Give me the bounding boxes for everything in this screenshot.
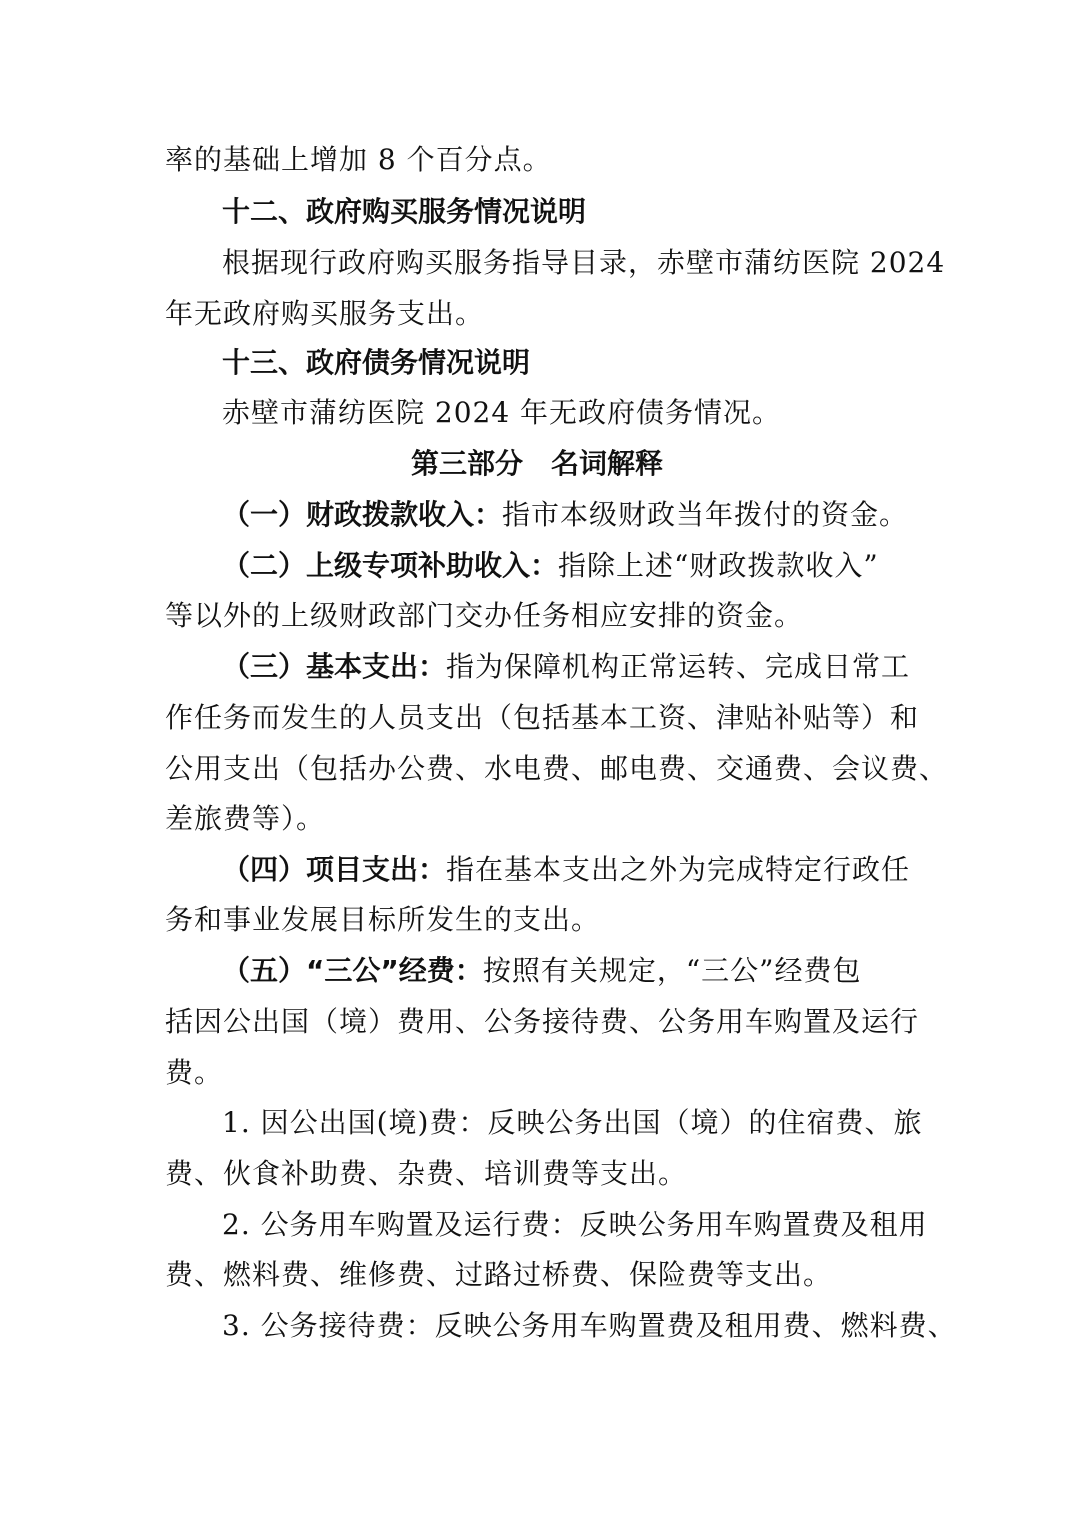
definition-item-2 <box>222 546 915 586</box>
paragraph-line: 率的基础上增加 8 个百分点。 <box>165 143 552 176</box>
paragraph-line: 公用支出（包括办公费、水电费、邮电费、交通费、会议费、 <box>165 752 949 785</box>
definition-item-4 <box>222 850 915 890</box>
definition-term: （二）上级专项补助收入： <box>222 549 559 582</box>
definition-term: （五）“三公”经费： <box>222 954 483 987</box>
paragraph-line: 括因公出国（境）费用、公务接待费、公务用车购置及运行 <box>165 1005 920 1038</box>
paragraph-line: 务和事业发展目标所发生的支出。 <box>165 903 601 936</box>
definition-text: 指市本级财政当年拨付的资金。 <box>502 498 909 531</box>
part-title: 第三部分 名词解释 <box>410 447 663 480</box>
definition-term: （一）财政拨款收入： <box>222 498 503 531</box>
paragraph-line: 费、伙食补助费、杂费、培训费等支出。 <box>165 1157 688 1190</box>
paragraph-line: 差旅费等）。 <box>165 802 326 835</box>
definition-term: （三）基本支出： <box>222 650 447 683</box>
section-heading-12: 十二、政府购买服务情况说明 <box>222 195 587 228</box>
paragraph-line: 费、燃料费、维修费、过路过桥费、保险费等支出。 <box>165 1258 833 1291</box>
definition-text: 指在基本支出之外为完成特定行政任 <box>446 853 911 886</box>
definition-text: 按照有关规定，“三公”经费包 <box>482 954 862 987</box>
definition-text: 指为保障机构正常运转、完成日常工 <box>446 650 911 683</box>
paragraph-line: 1. 因公出国(境)费：反映公务出国（境）的住宿费、旅 <box>222 1106 923 1139</box>
definition-item-1 <box>222 495 915 535</box>
paragraph-line: 3. 公务接待费：反映公务用车购置费及租用费、燃料费、 <box>222 1309 957 1342</box>
paragraph-line: 等以外的上级财政部门交办任务相应安排的资金。 <box>165 599 804 632</box>
definition-text: 指除上述“财政拨款收入” <box>558 549 879 582</box>
definition-item-3 <box>222 647 915 687</box>
paragraph-line: 年无政府购买服务支出。 <box>165 297 485 330</box>
paragraph-line: 作任务而发生的人员支出（包括基本工资、津贴补贴等）和 <box>165 701 920 734</box>
paragraph-line: 费。 <box>165 1056 224 1089</box>
paragraph-line: 根据现行政府购买服务指导目录，赤壁市蒲纺医院 2024 <box>222 246 946 279</box>
definition-item-5 <box>222 951 915 991</box>
section-heading-13: 十三、政府债务情况说明 <box>222 346 531 379</box>
definition-term: （四）项目支出： <box>222 853 447 886</box>
paragraph-line: 2. 公务用车购置及运行费：反映公务用车购置费及租用 <box>222 1208 928 1241</box>
paragraph-line: 赤壁市蒲纺医院 2024 年无政府债务情况。 <box>222 396 782 429</box>
